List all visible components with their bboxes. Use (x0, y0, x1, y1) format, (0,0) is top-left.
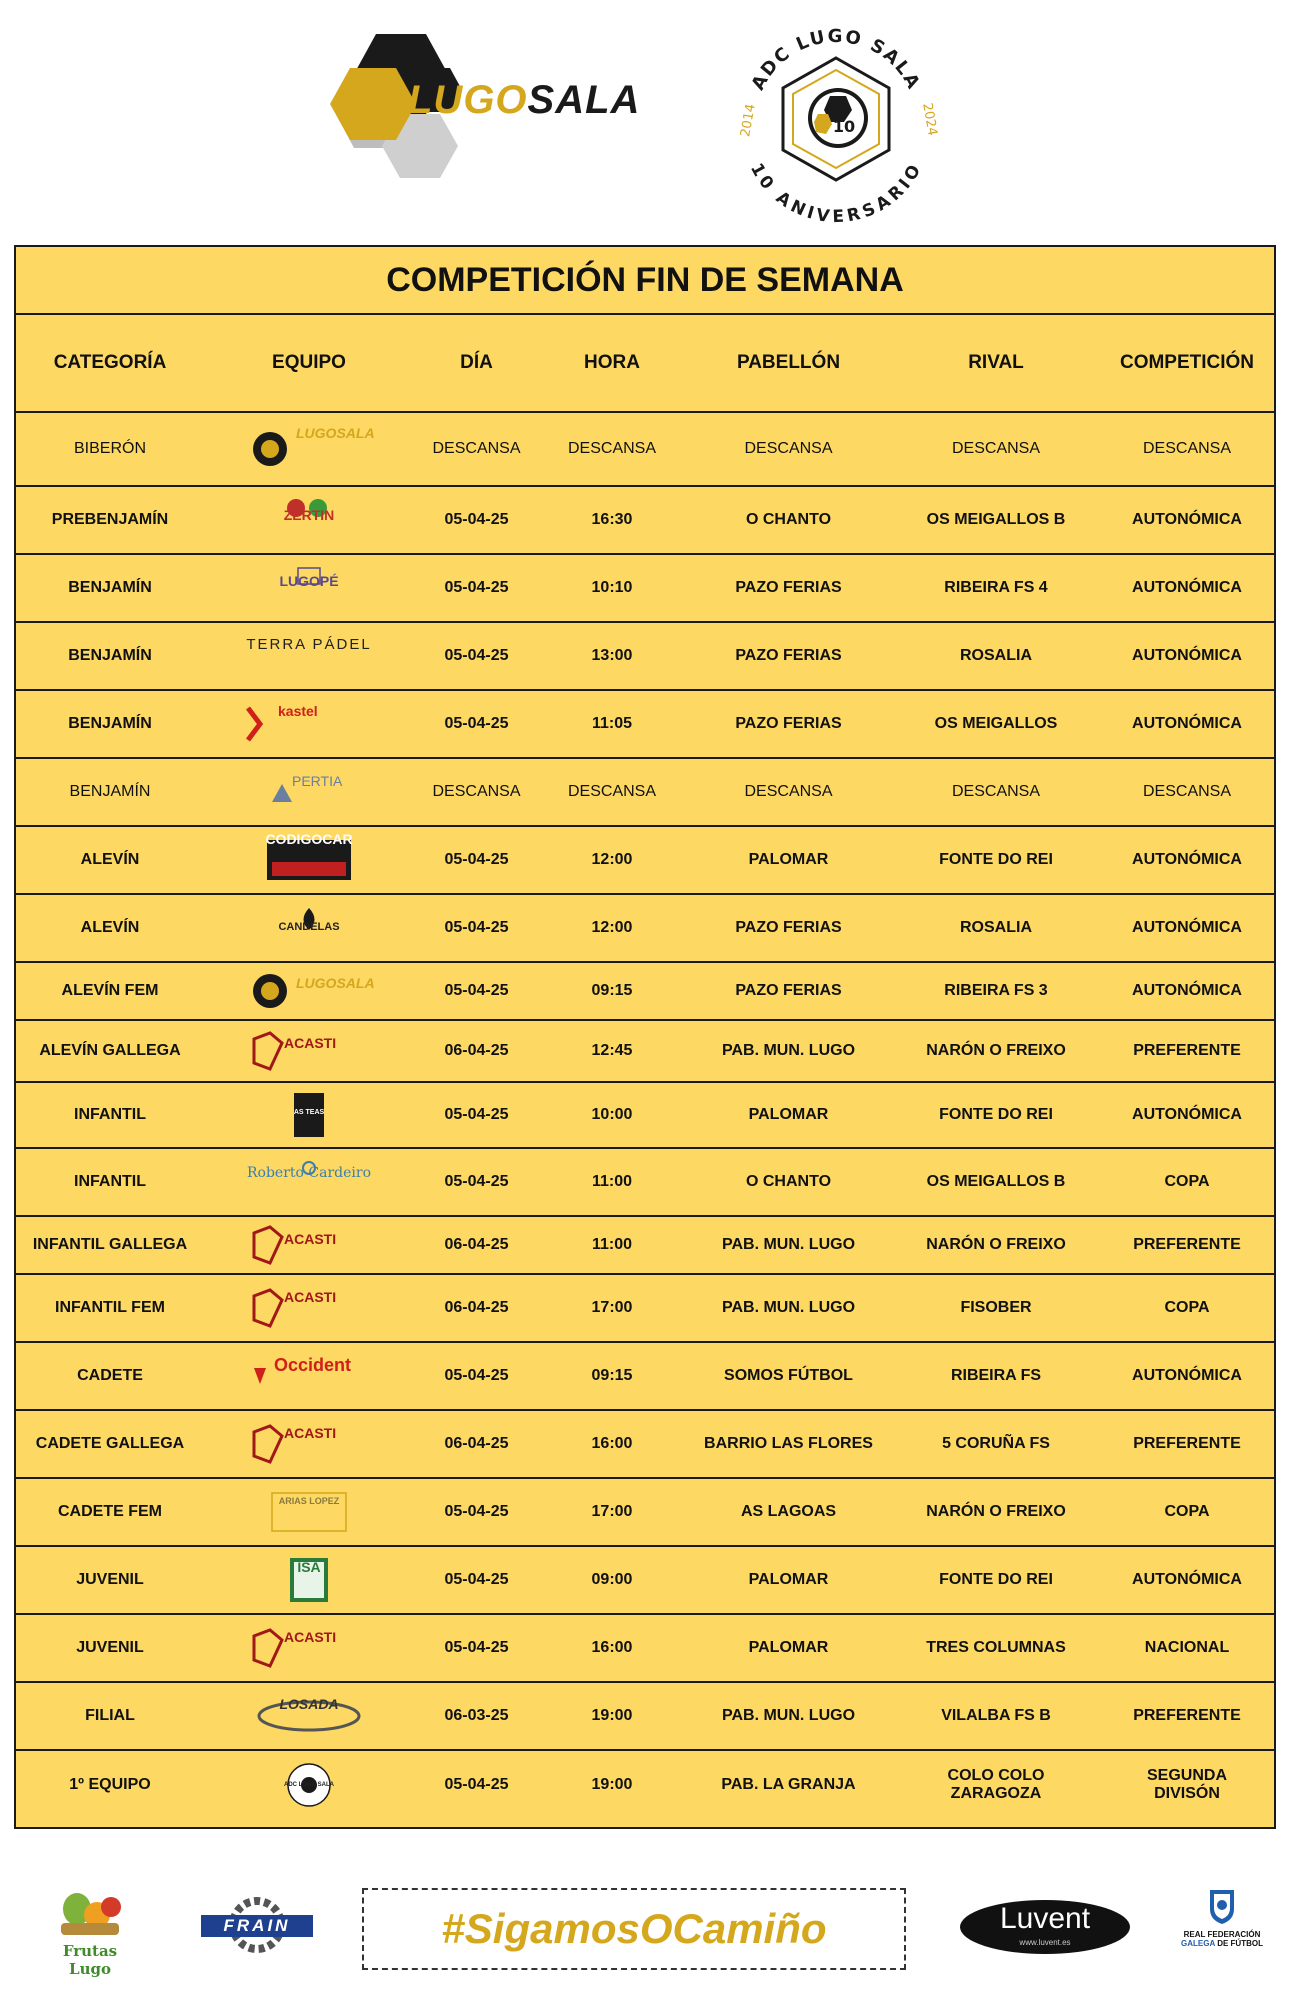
cell-competicion: COPA (1164, 1503, 1210, 1520)
cell-competicion: PREFERENTE (1133, 1707, 1241, 1724)
cell-dia: 05-04-25 (444, 1106, 509, 1123)
sponsor-logo (234, 827, 384, 893)
cell-pabellon: O CHANTO (745, 511, 832, 528)
sponsor-logo (234, 487, 384, 553)
cell-categoria: 1º EQUIPO (69, 1776, 151, 1793)
cell-sponsor (204, 1149, 414, 1215)
sponsor-name: TERRA PÁDEL (246, 636, 372, 653)
table-row (16, 963, 1274, 1021)
sponsor-name: CODIGOCAR (265, 831, 353, 847)
cell-categoria: FILIAL (85, 1707, 135, 1724)
sponsor-name: ISA (297, 1559, 321, 1575)
cell-dia: 06-03-25 (444, 1707, 509, 1724)
cell-hora: 10:10 (591, 579, 633, 596)
cell-rival: NARÓN O FREIXO (926, 1236, 1066, 1253)
cell-pabellon: AS LAGOAS (740, 1503, 837, 1520)
cell-rival: ROSALIA (960, 647, 1032, 664)
sponsor-logo (234, 1021, 384, 1081)
cell-competicion: AUTONÓMICA (1132, 511, 1242, 528)
sponsor-name: Occident (274, 1355, 352, 1375)
sponsor-name: LUGOPÉ (279, 573, 339, 589)
cell-sponsor (204, 623, 414, 689)
cell-rival: FONTE DO REI (939, 1571, 1053, 1588)
cell-dia: 05-04-25 (444, 511, 509, 528)
sponsor3-name: Luvent (999, 1902, 1091, 1935)
cell-dia: 05-04-25 (444, 1639, 509, 1656)
table-row (16, 623, 1274, 691)
cell-hora: 11:05 (591, 715, 633, 732)
sponsor-logo (234, 623, 384, 689)
cell-categoria: JUVENIL (76, 1639, 144, 1656)
cell-sponsor (204, 759, 414, 825)
cell-categoria: CADETE FEM (58, 1503, 162, 1520)
cell-sponsor (204, 1021, 414, 1081)
cell-sponsor (204, 1343, 414, 1409)
sponsor-logo (234, 895, 384, 961)
anniversary-seal-icon (726, 10, 946, 230)
cell-competicion: AUTONÓMICA (1132, 647, 1242, 664)
cell-categoria: INFANTIL FEM (55, 1299, 165, 1316)
cell-dia: 05-04-25 (444, 1173, 509, 1190)
cell-rival: TRES COLUMNAS (926, 1639, 1066, 1656)
table-row (16, 1751, 1274, 1819)
cell-hora: 19:00 (591, 1707, 633, 1724)
table-row (16, 555, 1274, 623)
cell-pabellon: PALOMAR (748, 1571, 829, 1588)
svg-text:ADC LUGO SALA (748, 26, 925, 94)
svg-text:10 ANIVERSARIO (746, 160, 926, 227)
cell-rival: OS MEIGALLOS B (926, 511, 1066, 528)
cell-sponsor (204, 555, 414, 621)
cell-sponsor (204, 1411, 414, 1477)
cell-sponsor (204, 487, 414, 553)
cell-competicion: COPA (1164, 1173, 1210, 1190)
sponsor-logo (234, 1411, 384, 1477)
col-header-hora: HORA (584, 352, 640, 373)
cell-hora: 09:00 (591, 1571, 633, 1588)
cell-hora: 09:15 (591, 982, 633, 999)
cell-categoria: ALEVÍN (80, 919, 140, 936)
cell-dia: 05-04-25 (444, 1776, 509, 1793)
cell-competicion: AUTONÓMICA (1132, 1571, 1242, 1588)
cell-hora: 09:15 (591, 1367, 633, 1384)
sponsor-name: ACASTI (284, 1231, 337, 1247)
federation-futbol: DE FÚTBOL (1217, 1939, 1263, 1948)
cell-categoria: BIBERÓN (73, 440, 146, 457)
cell-categoria: BENJAMÍN (69, 783, 151, 800)
sponsor-logo (234, 413, 384, 485)
table-row (16, 1547, 1274, 1615)
cell-dia: 06-04-25 (444, 1042, 509, 1059)
cell-hora: 17:00 (591, 1299, 633, 1316)
col-header-rival: RIVAL (968, 352, 1024, 373)
cell-rival: COLO COLO ZARAGOZA (947, 1767, 1045, 1802)
cell-rival: FONTE DO REI (939, 851, 1053, 868)
lugosala-wordmark (408, 78, 640, 123)
cell-pabellon: SOMOS FÚTBOL (724, 1367, 853, 1384)
sponsor-name: ACASTI (284, 1425, 337, 1441)
cell-hora: 17:00 (591, 1503, 633, 1520)
cell-rival: OS MEIGALLOS (934, 715, 1058, 732)
cell-competicion: AUTONÓMICA (1132, 851, 1242, 868)
cell-competicion: SEGUNDA DIVISÓN (1146, 1767, 1227, 1802)
cell-rival: 5 CORUÑA FS (942, 1435, 1050, 1452)
cell-dia: 06-04-25 (444, 1299, 509, 1316)
cell-sponsor (204, 1683, 414, 1749)
table-row (16, 1149, 1274, 1217)
brand-part2: SALA (527, 78, 641, 122)
table-row (16, 1615, 1274, 1683)
sponsor-name: CANDELAS (278, 921, 340, 933)
table-row (16, 1683, 1274, 1751)
table-row (16, 1217, 1274, 1275)
col-header-dia: DÍA (460, 352, 493, 373)
cell-dia: 05-04-25 (444, 851, 509, 868)
cell-categoria: ALEVÍN GALLEGA (39, 1042, 181, 1059)
cell-sponsor (204, 413, 414, 485)
cell-pabellon: PAZO FERIAS (735, 647, 842, 664)
sponsor3-url: www.luvent.es (1019, 1938, 1071, 1947)
federation-crest-icon (1207, 1887, 1237, 1925)
cell-hora: DESCANSA (567, 440, 657, 457)
sponsor-name: LUGOSALA (296, 425, 375, 441)
cell-categoria: INFANTIL (74, 1173, 146, 1190)
cell-hora: 12:00 (591, 851, 633, 868)
cell-categoria: INFANTIL GALLEGA (32, 1236, 188, 1253)
cell-categoria: JUVENIL (76, 1571, 144, 1588)
cell-dia: 06-04-25 (444, 1236, 509, 1253)
federation-galega: GALEGA (1181, 1939, 1215, 1948)
sponsor2-name: FRAIN (223, 1916, 291, 1935)
cell-sponsor (204, 1479, 414, 1545)
header (0, 0, 1292, 240)
cell-rival: RIBEIRA FS 4 (944, 579, 1048, 596)
col-header-equipo: EQUIPO (272, 352, 346, 373)
table-row (16, 413, 1274, 487)
cell-competicion: COPA (1164, 1299, 1210, 1316)
footer-sponsors (0, 1845, 1292, 2000)
lugosala-logo (330, 28, 641, 188)
cell-categoria: INFANTIL (74, 1106, 146, 1123)
cell-dia: 05-04-25 (444, 579, 509, 596)
schedule-body (16, 413, 1274, 1819)
federation-line1: REAL FEDERACIÓN (1183, 1930, 1261, 1939)
cell-hora: 16:30 (591, 511, 633, 528)
cell-competicion: PREFERENTE (1133, 1236, 1241, 1253)
cell-dia: DESCANSA (432, 440, 521, 457)
cell-sponsor (204, 691, 414, 757)
table-row (16, 1021, 1274, 1083)
sponsor-name: Roberto Cardeiro (246, 1165, 371, 1181)
cell-pabellon: PALOMAR (748, 1639, 829, 1656)
cell-sponsor (204, 1275, 414, 1341)
cell-competicion: AUTONÓMICA (1132, 919, 1242, 936)
cell-hora: 16:00 (591, 1639, 633, 1656)
cell-hora: 12:00 (591, 919, 633, 936)
cell-sponsor (204, 1615, 414, 1681)
sponsor-name: ACASTI (284, 1035, 337, 1051)
cell-dia: 05-04-25 (444, 982, 509, 999)
cell-pabellon: PAB. LA GRANJA (721, 1776, 856, 1793)
year-start: 2014 (738, 102, 759, 139)
cell-competicion: PREFERENTE (1133, 1042, 1241, 1059)
cell-categoria: BENJAMÍN (68, 647, 152, 664)
cell-pabellon: O CHANTO (745, 1173, 832, 1190)
col-header-categoria: CATEGORÍA (53, 352, 167, 373)
cell-rival: VILALBA FS B (941, 1707, 1051, 1724)
cell-dia: DESCANSA (432, 783, 521, 800)
schedule-table (14, 245, 1276, 1829)
table-row (16, 1479, 1274, 1547)
cell-pabellon: DESCANSA (744, 783, 833, 800)
cell-dia: 05-04-25 (444, 919, 509, 936)
year-end: 2024 (919, 101, 940, 137)
cell-hora: 19:00 (591, 1776, 633, 1793)
cell-competicion: AUTONÓMICA (1132, 715, 1242, 732)
col-header-pabellon: PABELLÓN (736, 352, 841, 373)
cell-competicion: AUTONÓMICA (1132, 1367, 1242, 1384)
table-row (16, 1275, 1274, 1343)
cell-rival: FISOBER (960, 1299, 1032, 1316)
sponsor-logo (234, 963, 384, 1019)
schedule-header-row (16, 315, 1274, 413)
cell-pabellon: BARRIO LAS FLORES (704, 1435, 873, 1452)
cell-pabellon: PAZO FERIAS (735, 919, 842, 936)
table-row (16, 1411, 1274, 1479)
sponsor-federation (1172, 1887, 1272, 1948)
cell-hora: 11:00 (591, 1173, 633, 1190)
cell-hora: 11:00 (591, 1236, 633, 1253)
table-row (16, 487, 1274, 555)
sponsor-logo (234, 691, 384, 757)
cell-sponsor (204, 895, 414, 961)
cell-competicion: AUTONÓMICA (1132, 982, 1242, 999)
schedule-title: COMPETICIÓN FIN DE SEMANA (16, 247, 1274, 315)
cell-sponsor (204, 827, 414, 893)
cell-categoria: PREBENJAMÍN (51, 511, 169, 528)
cell-dia: 06-04-25 (444, 1435, 509, 1452)
sponsor-name: ACASTI (284, 1629, 337, 1645)
anniversary-badge (726, 10, 946, 230)
sponsor-name: PERTIA (292, 773, 343, 789)
sponsor-name: LUGOSALA (296, 975, 375, 991)
sponsor-logo (234, 1547, 384, 1613)
cell-competicion: NACIONAL (1144, 1639, 1230, 1656)
cell-hora: 10:00 (591, 1106, 633, 1123)
cell-pabellon: PAB. MUN. LUGO (721, 1042, 856, 1059)
cell-sponsor (204, 1083, 414, 1147)
cell-rival: NARÓN O FREIXO (926, 1503, 1066, 1520)
cell-sponsor (204, 963, 414, 1019)
cell-competicion: AUTONÓMICA (1132, 579, 1242, 596)
cell-rival: DESCANSA (951, 783, 1041, 800)
hashtag-banner: #SigamosOCamiño (362, 1888, 906, 1970)
cell-pabellon: PAB. MUN. LUGO (721, 1236, 856, 1253)
sponsor-logo (234, 555, 384, 621)
cell-categoria: BENJAMÍN (68, 715, 152, 732)
cell-sponsor (204, 1751, 414, 1819)
sponsor-logo (234, 1683, 384, 1749)
cell-rival: OS MEIGALLOS B (926, 1173, 1066, 1190)
cell-dia: 05-04-25 (444, 1571, 509, 1588)
cell-sponsor (204, 1217, 414, 1273)
sponsor-logo (234, 1751, 384, 1819)
cell-sponsor (204, 1547, 414, 1613)
sponsor-logo (234, 1615, 384, 1681)
sponsor-name: ADC LUGO SALA (284, 1782, 334, 1788)
cell-dia: 05-04-25 (444, 647, 509, 664)
cell-rival: FONTE DO REI (939, 1106, 1053, 1123)
sponsor-frain (197, 1897, 317, 1953)
cell-competicion: DESCANSA (1142, 783, 1232, 800)
cell-competicion: PREFERENTE (1133, 1435, 1241, 1452)
cell-hora: DESCANSA (567, 783, 657, 800)
sponsor-logo (234, 1479, 384, 1545)
cell-dia: 05-04-25 (444, 1367, 509, 1384)
cell-pabellon: PALOMAR (748, 851, 829, 868)
table-row (16, 827, 1274, 895)
cell-dia: 05-04-25 (444, 715, 509, 732)
sponsor-frutas-lugo (50, 1885, 130, 1978)
table-row (16, 1083, 1274, 1149)
table-row (16, 1343, 1274, 1411)
sponsor-name: AS TEAS (293, 1109, 325, 1116)
cell-rival: RIBEIRA FS (950, 1367, 1042, 1384)
cell-competicion: AUTONÓMICA (1132, 1106, 1242, 1123)
col-header-competicion: COMPETICIÓN (1119, 352, 1255, 373)
sponsor-luvent (960, 1900, 1130, 1954)
federation-line2 (1172, 1939, 1272, 1948)
cell-dia: 05-04-25 (444, 1503, 509, 1520)
sponsor-logo (234, 1343, 384, 1409)
sponsor-name: ACASTI (284, 1289, 337, 1305)
table-row (16, 895, 1274, 963)
sponsor-name: kastel (278, 703, 318, 719)
fruit-basket-icon (55, 1885, 125, 1937)
anniversary-bottom-text: 10 ANIVERSARIO (745, 160, 927, 228)
sponsor-name: LOSADA (279, 1696, 339, 1712)
anniversary-top-text: ADC LUGO SALA (747, 25, 925, 94)
cell-rival: DESCANSA (951, 440, 1041, 457)
cell-rival: ROSALIA (960, 919, 1032, 936)
sponsor-name: ZERTIN (283, 507, 335, 523)
cell-rival: NARÓN O FREIXO (926, 1042, 1066, 1059)
cell-hora: 13:00 (591, 647, 633, 664)
cell-hora: 16:00 (591, 1435, 633, 1452)
cell-pabellon: PALOMAR (748, 1106, 829, 1123)
sponsor1-name: Frutas Lugo (62, 1942, 118, 1978)
cell-pabellon: PAZO FERIAS (735, 982, 842, 999)
cell-pabellon: DESCANSA (744, 440, 833, 457)
sponsor-name: ARIAS LOPEZ (278, 1496, 340, 1506)
sponsor-logo (234, 1275, 384, 1341)
cell-categoria: ALEVÍN (80, 851, 140, 868)
cell-rival: RIBEIRA FS 3 (944, 982, 1048, 999)
badge-number: 10 (832, 117, 856, 136)
cell-pabellon: PAZO FERIAS (735, 579, 842, 596)
sponsor-logo (234, 1217, 384, 1273)
cell-categoria: BENJAMÍN (68, 579, 152, 596)
cell-categoria: ALEVÍN FEM (61, 982, 159, 999)
brand-part1: LUGO (408, 78, 528, 122)
cell-categoria: CADETE (77, 1367, 143, 1384)
cell-pabellon: PAB. MUN. LUGO (721, 1707, 856, 1724)
cell-pabellon: PAZO FERIAS (735, 715, 842, 732)
table-row (16, 691, 1274, 759)
sponsor-logo (234, 759, 384, 825)
sponsor-logo (234, 1083, 384, 1147)
cell-categoria: CADETE GALLEGA (35, 1435, 185, 1452)
sponsor-logo (234, 1149, 384, 1215)
cell-pabellon: PAB. MUN. LUGO (721, 1299, 856, 1316)
cell-competicion: DESCANSA (1142, 440, 1232, 457)
table-row (16, 759, 1274, 827)
cell-hora: 12:45 (591, 1042, 633, 1059)
